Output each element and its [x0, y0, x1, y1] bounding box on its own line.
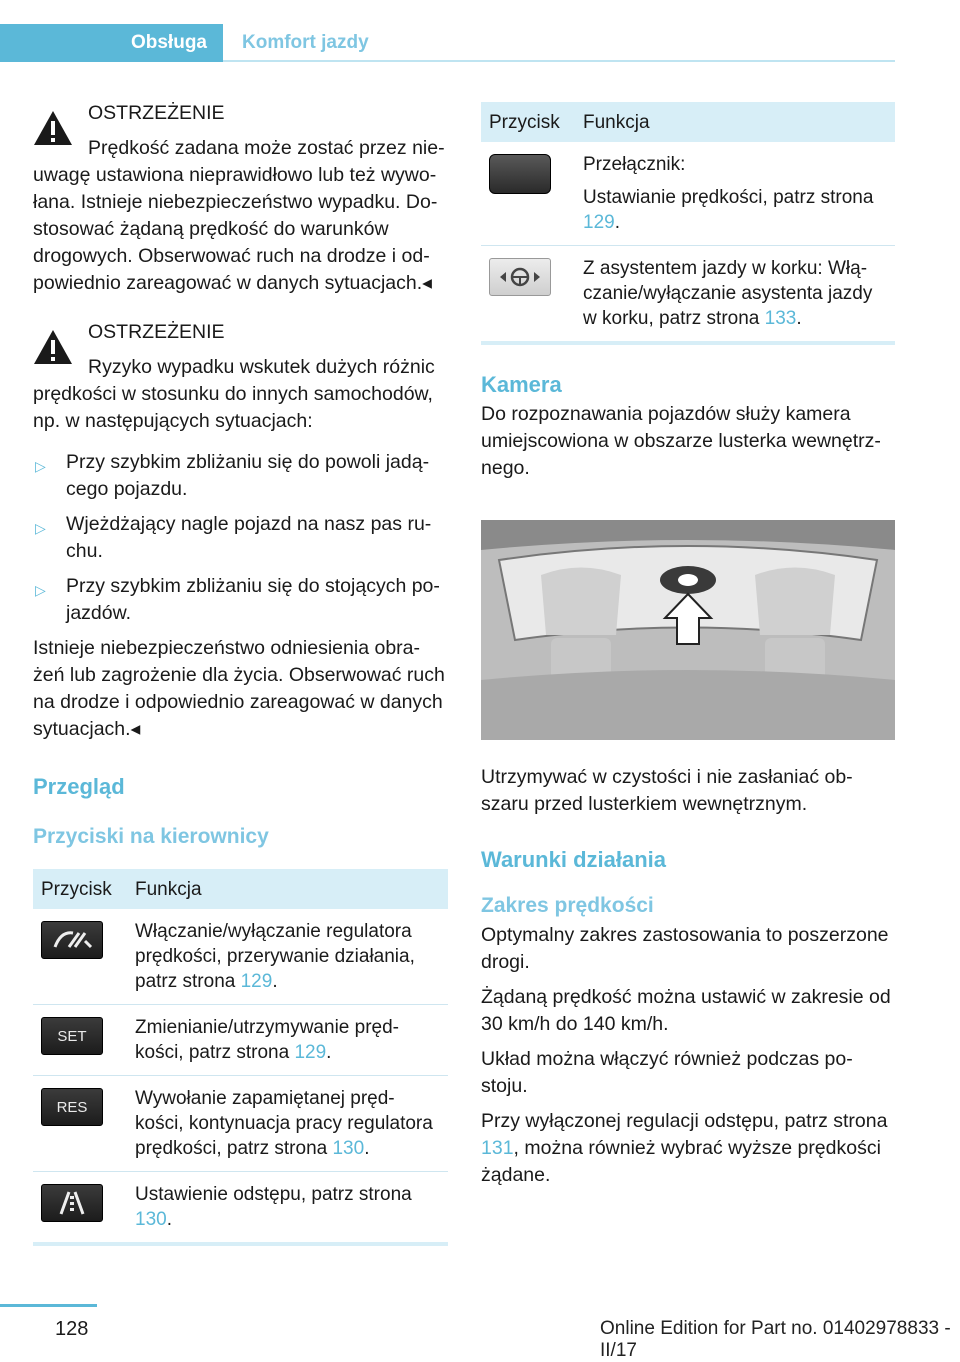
- page-link[interactable]: 131: [481, 1137, 514, 1159]
- zakres-paragraph-1: Optymalny zakres zastosowania to poszerzone drogi.: [481, 924, 889, 973]
- table-header-przycisk: Przycisk: [33, 869, 127, 909]
- table-header-funkcja: Funkcja: [575, 102, 895, 142]
- camera-windshield-image: [481, 520, 895, 740]
- tab-obsluga[interactable]: Obsługa: [0, 24, 223, 62]
- warning-block-2: [33, 319, 448, 435]
- warning-text-line1: Prędkość zadana może zostać przez nie-: [88, 137, 445, 159]
- header-rule: [223, 60, 895, 62]
- zakres-paragraph-3: Układ można włączyć również podczas po-stoju.: [481, 1048, 853, 1097]
- subsection-title-przyciski: Przyciski na kierownicy: [33, 825, 269, 848]
- function-cell: Zmienianie/utrzymywanie pręd-kości, patrz strona 129.: [127, 1005, 448, 1076]
- table-row: [33, 1172, 448, 1245]
- section-title-kamera: Kamera: [481, 372, 562, 397]
- closing-paragraph: Istnieje niebezpieczeństwo odniesienia obra-żeń lub zagrożenie dla życia. Obserwować ruch na drodze i odpowiednio zareagować w danych sytuacjach.◂: [33, 637, 445, 740]
- list-item: ▷ Przy szybkim zbliżaniu się do stojących po-jazdów.: [35, 575, 440, 624]
- page-link[interactable]: 133: [764, 308, 797, 329]
- left-column: [33, 100, 448, 1246]
- function-cell: Ustawienie odstępu, patrz strona 130.: [127, 1172, 448, 1245]
- table-row: [33, 1076, 448, 1172]
- bullet-triangle-icon: ▷: [35, 520, 46, 536]
- footer-rule: [0, 1304, 97, 1307]
- res-button-icon: RES: [41, 1088, 103, 1126]
- section-title-warunki: Warunki działania: [481, 847, 667, 872]
- bullet-triangle-icon: ▷: [35, 582, 46, 598]
- section-title-przeglad: Przegląd: [33, 774, 125, 799]
- table-header-przycisk: Przycisk: [481, 102, 575, 142]
- function-cell: Włączanie/wyłączanie regulatora prędkości, przerywanie działania, patrz strona 129.: [127, 909, 448, 1005]
- page-link[interactable]: 129: [583, 212, 615, 233]
- zakres-paragraph-2: Żądaną prędkość można ustawić w zakresie od 30 km/h do 140 km/h.: [481, 986, 891, 1035]
- table-row: [481, 142, 895, 246]
- rocker-switch-icon: [489, 154, 551, 194]
- situation-list: [33, 449, 448, 627]
- warning-block-1: [33, 100, 448, 297]
- page-link[interactable]: 129: [294, 1042, 327, 1063]
- traffic-jam-assistant-icon: [489, 258, 551, 296]
- steering-buttons-table: [33, 869, 448, 1246]
- list-item: ▷ Wjeżdżający nagle pojazd na nasz pas ru-chu.: [35, 513, 432, 562]
- table-row: [481, 246, 895, 344]
- cruise-control-icon: [41, 921, 103, 959]
- page-header: [0, 0, 960, 64]
- warning-triangle-icon: [33, 110, 73, 146]
- table-row: [33, 1005, 448, 1076]
- set-button-icon: SET: [41, 1017, 103, 1055]
- edition-text: Online Edition for Part no. 01402978833 - II/17: [600, 1318, 951, 1361]
- function-cell: Wywołanie zapamiętanej pręd-kości, kontynuacja pracy regulatora prędkości, patrz strona 130.: [127, 1076, 448, 1172]
- page-link[interactable]: 130: [332, 1138, 365, 1159]
- right-column: [481, 102, 895, 1197]
- page-link[interactable]: 129: [240, 971, 273, 992]
- page-number: 128: [55, 1318, 89, 1340]
- kamera-paragraph: Do rozpoznawania pojazdów służy kamera umiejscowiona w obszarze lusterka wewnętrz-nego.: [481, 403, 881, 479]
- warning-text-line1: Ryzyko wypadku wskutek dużych różnic: [88, 356, 435, 378]
- warning-text: uwagę ustawiona nieprawidłowo lub też wywo-łana. Istnieje niebezpieczeństwo wypadku. Do-stosować żądaną prędkość do warunków drogowych. Obserwować ruch na drodze i od-powiednio zareagować w danych sytuacjach.◂: [33, 164, 438, 294]
- warning-triangle-icon: [33, 329, 73, 365]
- warning-text: prędkości w stosunku do innych samochodów, np. w następujących sytuacjach:: [33, 383, 433, 432]
- switch-table: [481, 102, 895, 345]
- warning-title: OSTRZEŻENIE: [88, 102, 225, 124]
- function-cell: Z asystentem jazdy w korku: Włą-czanie/wyłączanie asystenta jazdy w korku, patrz strona 133.: [575, 246, 895, 344]
- zakres-paragraph-4: Przy wyłączonej regulacji odstępu, patrz strona 131, można również wybrać wyższe prędkości żądane.: [481, 1110, 888, 1186]
- page-link[interactable]: 130: [135, 1209, 167, 1230]
- subsection-title-zakres: Zakres prędkości: [481, 894, 654, 917]
- list-item: ▷ Przy szybkim zbliżaniu się do powoli jadą-cego pojazdu.: [35, 451, 430, 500]
- table-header-funkcja: Funkcja: [127, 869, 448, 909]
- table-row: [33, 909, 448, 1005]
- bullet-triangle-icon: ▷: [35, 458, 46, 474]
- warning-title: OSTRZEŻENIE: [88, 321, 225, 343]
- distance-icon: [41, 1184, 103, 1222]
- tab-komfort-jazdy[interactable]: Komfort jazdy: [223, 24, 895, 62]
- function-cell: Przełącznik: Ustawianie prędkości, patrz strona 129.: [575, 142, 895, 246]
- camera-caption: Utrzymywać w czystości i nie zasłaniać ob-szaru przed lusterkiem wewnętrznym.: [481, 766, 853, 815]
